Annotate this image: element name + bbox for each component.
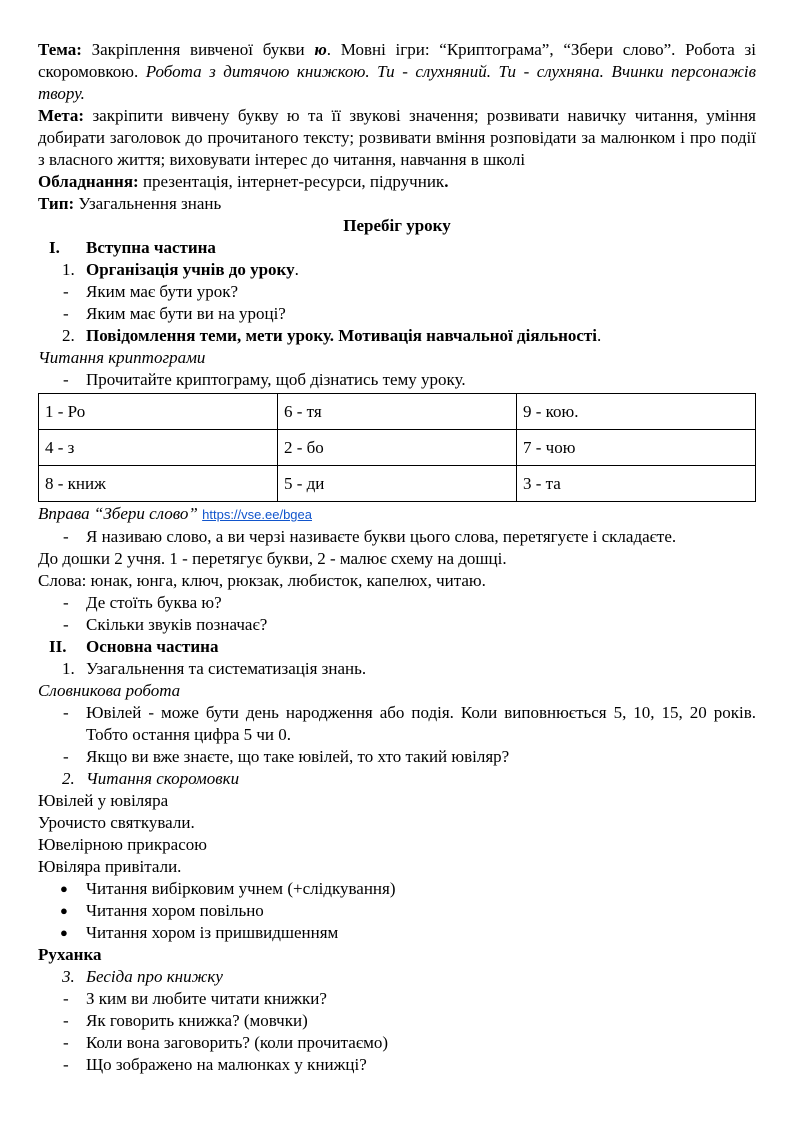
item-number: 2. xyxy=(62,326,75,345)
equipment-end: . xyxy=(444,172,449,191)
list-item: - Як говорить книжка? (мовчки) xyxy=(38,1010,756,1032)
list-item xyxy=(38,325,756,347)
topic-paragraph xyxy=(38,39,756,105)
list-item xyxy=(38,966,756,988)
table-cell: 2 - бо xyxy=(278,430,517,466)
section-2-marker: II. xyxy=(49,637,67,656)
topic-label: Тема: xyxy=(38,40,82,59)
equipment-label: Обладнання: xyxy=(38,172,139,191)
list-item xyxy=(38,658,756,680)
topic-letter: ю xyxy=(314,40,327,59)
item-number: 1. xyxy=(62,659,75,678)
item-end: . xyxy=(597,326,602,345)
table-cell: 7 - чою xyxy=(517,430,756,466)
table-row xyxy=(39,430,756,466)
list-item: - Якщо ви вже знаєте, що таке ювілей, то хто такий ювіляр? xyxy=(38,746,756,768)
vocab-text: Ювілей - може бути день народження або подія. Коли виповнюється 5, 10, 15, 20 років. Тобто остання цифра 5 чи 0. xyxy=(86,703,756,744)
table-cell: 9 - кою. xyxy=(517,394,756,430)
board-paragraph: До дошки 2 учня. 1 - перетягує букви, 2 - малює схему на дошці. xyxy=(38,549,507,568)
type-text: Узагальнення знань xyxy=(74,194,222,213)
table-row xyxy=(39,466,756,502)
topic-text: Закріплення вивченої букви xyxy=(81,40,315,59)
word-game-title: Вправа “Збери слово” xyxy=(38,504,203,523)
tongue-twister-line: Ювілей у ювіляра xyxy=(38,791,169,810)
list-item: - Ювілей - може бути день народження або подія. Коли виповнюється 5, 10, 15, 20 років. Тобто остання цифра 5 чи 0. xyxy=(63,703,756,744)
list-item: - З ким ви любите читати книжки? xyxy=(38,988,756,1010)
table-cell: 4 - з xyxy=(39,430,278,466)
question-text: Де стоїть буква ю? xyxy=(86,593,222,612)
table-cell: 6 - тя xyxy=(278,394,517,430)
cryptogram-table xyxy=(38,393,756,502)
list-item: - Скільки звуків позначає? xyxy=(38,614,756,636)
topic-italic: Робота з дитячою книжкою. Ти - слухняний. Ти - слухняна. Вчинки персонажів твору. xyxy=(38,62,756,103)
item-text: Бесіда про книжку xyxy=(86,967,223,986)
list-item xyxy=(38,922,756,944)
question-text: Що зображено на малюнках у книжці? xyxy=(86,1055,367,1074)
bullet-text: Читання хором повільно xyxy=(86,901,264,920)
table-cell: 1 - Ро xyxy=(39,394,278,430)
list-item xyxy=(38,878,756,900)
bullet-icon: ● xyxy=(60,903,68,918)
list-item: - Я називаю слово, а ви черзі називаєте букви цього слова, перетягуєте і складаєте. xyxy=(38,526,756,548)
tongue-twister-line: Урочисто святкували. xyxy=(38,813,195,832)
question-text: З ким ви любите читати книжки? xyxy=(86,989,327,1008)
bullet-text: Читання вибірковим учнем (+слідкування) xyxy=(86,879,396,898)
list-item xyxy=(38,900,756,922)
type-label: Тип: xyxy=(38,194,75,213)
item-number: 1. xyxy=(62,260,75,279)
question-text: Коли вона заговорить? (коли прочитаємо) xyxy=(86,1033,389,1052)
list-item xyxy=(38,768,756,790)
question-text: Яким має бути ви на уроці? xyxy=(86,304,286,323)
goal-text: закріпити вивчену букву ю та її звукові значення; розвивати навичку читання, уміння добирати заголовок до прочитаного тексту; розвивати вміння розповідати за малюнком і про події з власного життя; виховувати інтерес до читання, навчання в школі xyxy=(38,106,756,169)
item-number: 2. xyxy=(62,769,75,788)
question-text: Скільки звуків позначає? xyxy=(86,615,268,634)
tongue-twister-line: Ювелірною прикрасою xyxy=(38,835,207,854)
topic-text-cont: . Мовні ігри: “Криптограма”, “Збери слово”. Робота зі скоромовкою. xyxy=(38,40,756,81)
word-game-heading xyxy=(38,503,756,526)
bullet-icon: ● xyxy=(60,925,68,940)
list-item: - Яким має бути ви на уроці? xyxy=(38,303,756,325)
word-game-link[interactable]: https://vse.ee/bgea xyxy=(202,507,312,522)
equipment-paragraph xyxy=(38,171,756,193)
list-item: - Яким має бути урок? xyxy=(38,281,756,303)
section-2-title: Основна частина xyxy=(86,637,219,656)
item-text: Організація учнів до уроку xyxy=(86,260,295,279)
item-text: Читання скоромовки xyxy=(86,769,240,788)
warmup-heading: Руханка xyxy=(38,945,102,964)
table-row xyxy=(39,394,756,430)
crypto-heading: Читання криптограми xyxy=(38,348,206,367)
bullet-text: Читання хором із пришвидшенням xyxy=(86,923,339,942)
type-paragraph xyxy=(38,193,756,215)
item-end: . xyxy=(294,260,299,279)
list-item xyxy=(38,259,756,281)
list-item: - Коли вона заговорить? (коли прочитаємо) xyxy=(38,1032,756,1054)
tongue-twister-line: Ювіляра привітали. xyxy=(38,857,182,876)
list-item: - Прочитайте криптограму, щоб дізнатись тему уроку. xyxy=(38,369,756,391)
goal-paragraph xyxy=(38,105,756,171)
vocab-question: Якщо ви вже знаєте, що таке ювілей, то хто такий ювіляр? xyxy=(86,747,510,766)
equipment-text: презентація, інтернет-ресурси, підручник xyxy=(138,172,445,191)
list-item: - Де стоїть буква ю? xyxy=(38,592,756,614)
section-1-title: Вступна частина xyxy=(86,238,216,257)
section-1-heading xyxy=(38,237,756,259)
crypto-instruction: Прочитайте криптограму, щоб дізнатись тему уроку. xyxy=(86,370,466,389)
word-game-instruction: Я називаю слово, а ви черзі називаєте букви цього слова, перетягуєте і складаєте. xyxy=(86,527,677,546)
table-cell: 3 - та xyxy=(517,466,756,502)
goal-label: Мета: xyxy=(38,106,85,125)
table-cell: 8 - книж xyxy=(39,466,278,502)
item-text: Повідомлення теми, мети уроку. Мотивація навчальної діяльності xyxy=(86,326,597,345)
vocab-heading: Словникова робота xyxy=(38,681,181,700)
item-number: 3. xyxy=(62,967,75,986)
question-text: Як говорить книжка? (мовчки) xyxy=(86,1011,308,1030)
document-page xyxy=(38,39,756,1076)
list-item: - Що зображено на малюнках у книжці? xyxy=(38,1054,756,1076)
question-text: Яким має бути урок? xyxy=(86,282,239,301)
section-1-marker: I. xyxy=(49,238,60,257)
item-text: Узагальнення та систематизація знань. xyxy=(86,659,367,678)
words-paragraph: Слова: юнак, юнга, ключ, рюкзак, любисток, капелюх, читаю. xyxy=(38,571,486,590)
table-cell: 5 - ди xyxy=(278,466,517,502)
bullet-icon: ● xyxy=(60,881,68,896)
lesson-title: Перебіг уроку xyxy=(343,216,451,235)
section-2-heading xyxy=(38,636,756,658)
